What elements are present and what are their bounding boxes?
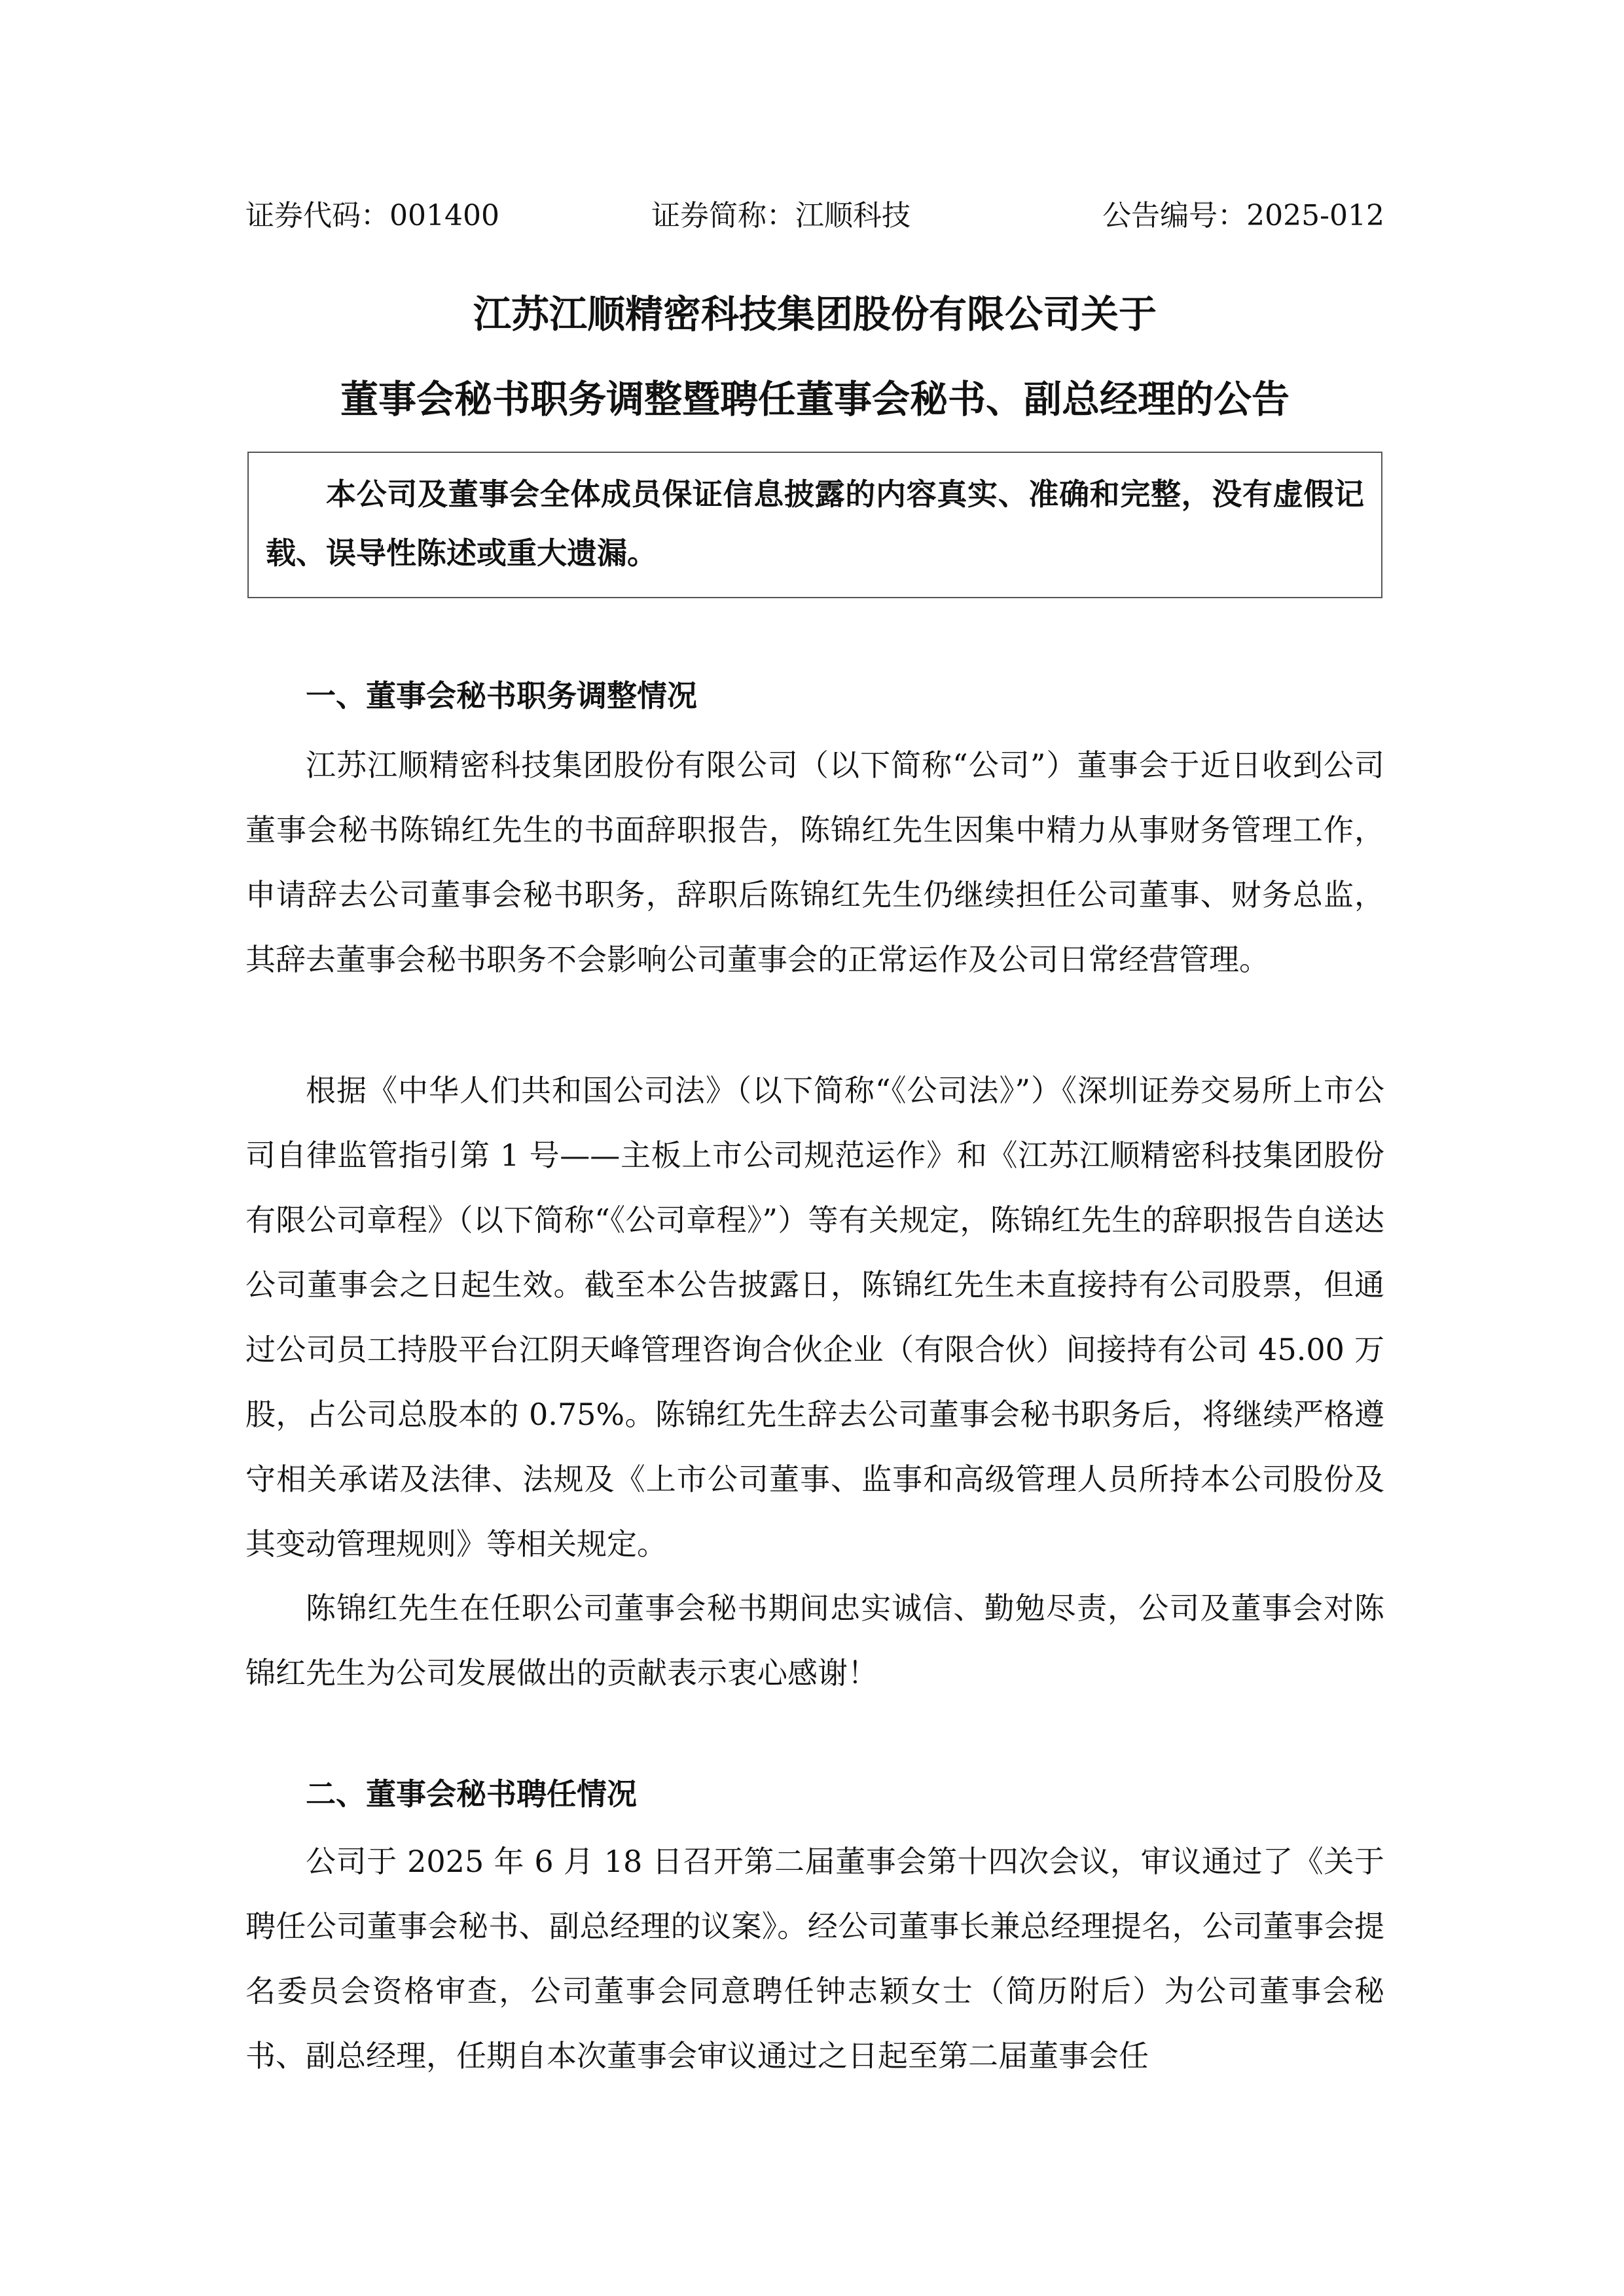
document-title-line-2: 董事会秘书职务调整暨聘任董事会秘书、副总经理的公告 bbox=[340, 377, 1290, 422]
stock-code: 证券代码：001400 bbox=[245, 199, 499, 232]
stock-abbreviation: 证券简称：江顺科技 bbox=[651, 199, 911, 232]
paragraph: 公司于 2025 年 6 月 18 日召开第二届董事会第十四次会议，审议通过了《关于聘任公司董事会秘书、副总经理的议案》。经公司董事长兼总经理提名，公司董事会提名委员会资格审查，公司董事会同意聘任钟志颖女士（简历附后）为公司董事会秘书、副总经理，任期自本次董事会审议通过之日起至第二届董事会任 bbox=[245, 1844, 1384, 2073]
document-title-line-1: 江苏江顺精密科技集团股份有限公司关于 bbox=[473, 292, 1157, 336]
paragraph: 江苏江顺精密科技集团股份有限公司（以下简称“公司”）董事会于近日收到公司董事会秘书陈锦红先生的书面辞职报告，陈锦红先生因集中精力从事财务管理工作，申请辞去公司董事会秘书职务，辞职后陈锦红先生仍继续担任公司董事、财务总监，其辞去董事会秘书职务不会影响公司董事会的正常运作及公司日常经营管理。 bbox=[245, 747, 1384, 977]
paragraph: 根据《中华人们共和国公司法》（以下简称“《公司法》”）《深圳证券交易所上市公司自律监管指引第 1 号——主板上市公司规范运作》和《江苏江顺精密科技集团股份有限公司章程》（以下简称“《公司章程》”）等有关规定，陈锦红先生的辞职报告自送达公司董事会之日起生效。截至本公告披露日，陈锦红先生未直接持有公司股票，但通过公司员工持股平台江阴天峰管理咨询合伙企业（有限合伙）间接持有公司 45.00 万股，占公司总股本的 0.75%。陈锦红先生辞去公司董事会秘书职务后，将继续严格遵守相关承诺及法律、法规及《上市公司董事、监事和高级管理人员所持本公司股份及其变动管理规则》等相关规定。 bbox=[245, 1073, 1384, 1562]
announcement-number: 公告编号：2025-012 bbox=[1102, 199, 1384, 232]
disclosure-statement-box: 本公司及董事会全体成员保证信息披露的内容真实、准确和完整，没有虚假记载、误导性陈述或重大遗漏。 bbox=[247, 452, 1382, 598]
announcement-header bbox=[245, 196, 1384, 236]
section-heading-1: 一、董事会秘书职务调整情况 bbox=[306, 678, 697, 713]
paragraph: 陈锦红先生在任职公司董事会秘书期间忠实诚信、勤勉尽责，公司及董事会对陈锦红先生为公司发展做出的贡献表示衷心感谢！ bbox=[245, 1590, 1384, 1691]
section-heading-2: 二、董事会秘书聘任情况 bbox=[306, 1776, 637, 1812]
